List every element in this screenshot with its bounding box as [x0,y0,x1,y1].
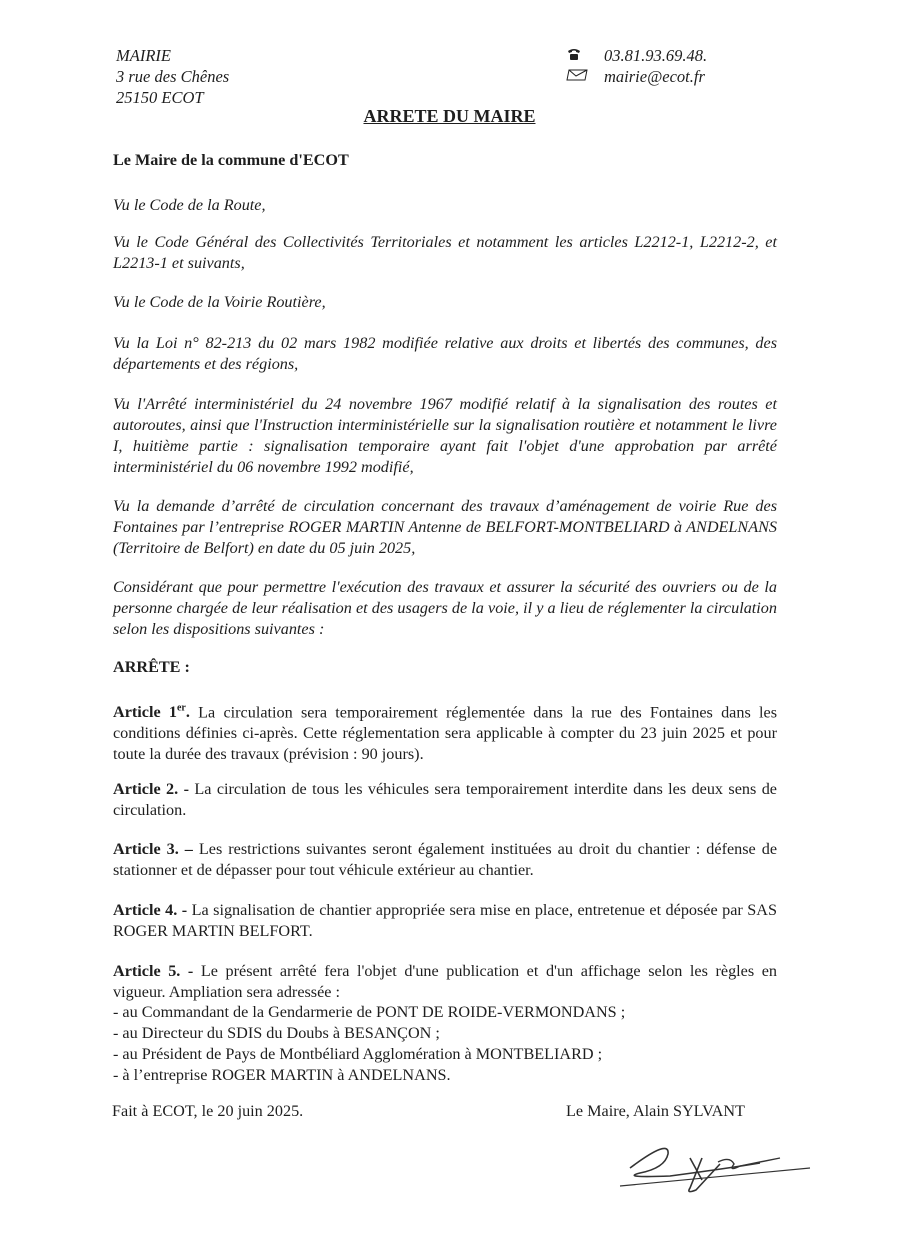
recipient-item: - à l’entreprise ROGER MARTIN à ANDELNANS. [113,1066,451,1084]
contact-block [566,45,707,87]
phone-number: 03.81.93.69.48. [604,46,708,65]
article-label: Article 2. - [113,780,189,798]
article-label: Article 5. - [113,962,194,980]
consideration: Vu le Code Général des Collectivités Territoriales et notamment les articles L2212-1, L2212-2, et L2213-1 et suivants, [113,233,777,272]
decree-heading: ARRÊTE : [113,658,190,676]
article-2 [113,779,777,821]
signatory: Le Maire, Alain SYLVANT [566,1102,745,1120]
consideration: Considérant que pour permettre l'exécution des travaux et assurer la sécurité des ouvriers ou de la personne chargée de leur réalisation et des usagers de la voie, il y a lieu de réglementer la circulation selon les dispositions suivantes : [113,578,777,638]
signature [610,1128,830,1203]
article-text: Le présent arrêté fera l'objet d'une publication et d'un affichage selon les règles en vigueur. Ampliation sera adressée : [113,962,777,1001]
phone-icon [566,45,604,66]
email-address: mairie@ecot.fr [604,67,705,86]
consideration: Vu le Code de la Voirie Routière, [113,293,326,311]
sender-address [116,45,229,108]
place-date: Fait à ECOT, le 20 juin 2025. [112,1102,304,1120]
article-label: Article 1er. [113,703,190,722]
issuer-line: Le Maire de la commune d'ECOT [113,151,349,169]
article-3 [113,839,777,881]
envelope-icon [566,66,604,87]
recipient-item: - au Président de Pays de Montbéliard Agglomération à MONTBELIARD ; [113,1045,603,1063]
article-5 [113,961,777,1003]
consideration: Vu le Code de la Route, [113,196,266,214]
article-label: Article 4. - [113,901,188,919]
article-label: Article 3. – [113,840,193,858]
article-4 [113,900,777,942]
consideration: Vu la demande d’arrêté de circulation concernant des travaux d’aménagement de voirie Rue des Fontaines par l’entreprise ROGER MARTIN Antenne de BELFORT-MONTBELIARD à ANDELNANS (Territoire de Belfort) en date du 05 juin 2025, [113,497,777,557]
article-text: Les restrictions suivantes seront également instituées au droit du chantier : défense de stationner et de dépasser pour tout véhicule extérieur au chantier. [113,840,777,879]
consideration: Vu la Loi n° 82-213 du 02 mars 1982 modifiée relative aux droits et libertés des communes, des départements et des régions, [113,334,777,373]
sender-line: MAIRIE [116,46,171,65]
sender-line: 25150 ECOT [116,88,204,107]
consideration: Vu l'Arrêté interministériel du 24 novembre 1967 modifié relatif à la signalisation des routes et autoroutes, ainsi que l'Instruction interministérielle sur la signalisation routière et notamment le livre I, huitième partie : signalisation temporaire ayant fait l'objet d'une approbation par arrêté interministériel du 06 novembre 1992 modifié, [113,395,777,476]
article-text: La circulation de tous les véhicules sera temporairement interdite dans les deux sens de circulation. [113,780,777,819]
article-1 [113,698,777,765]
recipient-item: - au Directeur du SDIS du Doubs à BESANÇON ; [113,1024,440,1042]
sender-line: 3 rue des Chênes [116,67,230,86]
recipient-list [113,1002,777,1086]
recipient-item: - au Commandant de la Gendarmerie de PONT DE ROIDE-VERMONDANS ; [113,1003,626,1021]
document-title: ARRETE DU MAIRE [363,106,536,126]
article-text: La signalisation de chantier appropriée sera mise en place, entretenue et déposée par SAS ROGER MARTIN BELFORT. [113,901,777,940]
article-text: La circulation sera temporairement réglementée dans la rue des Fontaines dans les conditions définies ci-après. Cette réglementation sera applicable à compter du 23 juin 2025 et pour toute la durée des travaux (prévision : 90 jours). [113,703,777,764]
